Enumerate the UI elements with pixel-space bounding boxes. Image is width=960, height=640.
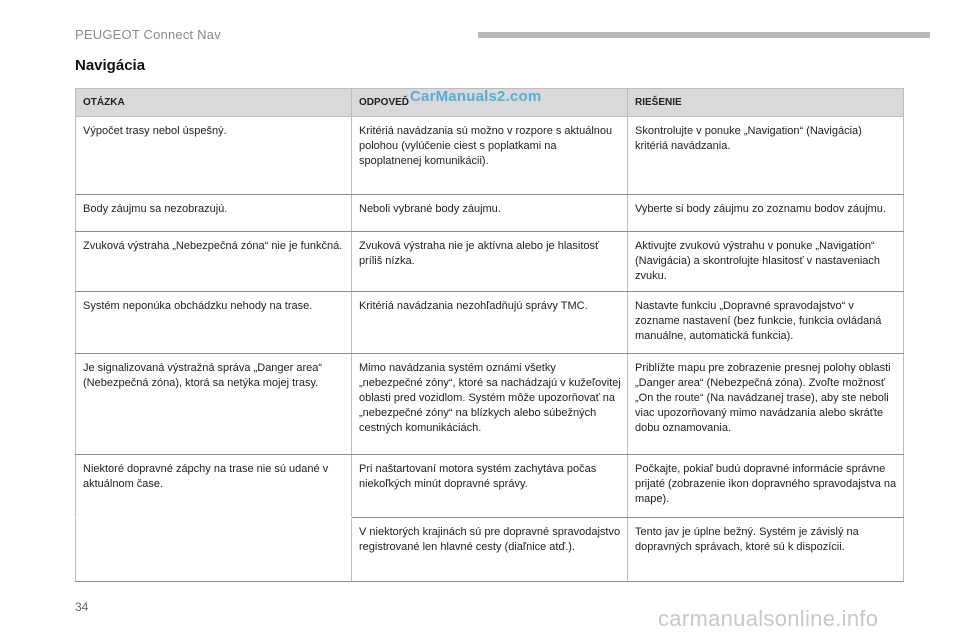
table-row: [76, 354, 904, 455]
question-cell: Systém neponúka obchádzku nehody na trase.: [76, 292, 352, 354]
table-row: [76, 292, 904, 354]
answer-cell: Kritériá navádzania sú možno v rozpore s aktuálnou polohou (vylúčenie ciest s poplatkami na spoplatnenej komunikácii).: [352, 117, 628, 195]
column-header-answer: ODPOVEĎ: [352, 89, 628, 117]
solution-cell: Aktivujte zvukovú výstrahu v ponuke „Navigation“ (Navigácia) a skontrolujte hlasitosť v nastaveniach zvuku.: [628, 232, 904, 292]
question-cell: Výpočet trasy nebol úspešný.: [76, 117, 352, 195]
table-row: [76, 195, 904, 232]
column-header-solution: RIEŠENIE: [628, 89, 904, 117]
solution-cell: Nastavte funkciu „Dopravné spravodajstvo“ v zozname nastavení (bez funkcie, funkcia ovládaná manuálne, automatická funkcia).: [628, 292, 904, 354]
answer-cell: Zvuková výstraha nie je aktívna alebo je hlasitosť príliš nízka.: [352, 232, 628, 292]
answer-cell: Neboli vybrané body záujmu.: [352, 195, 628, 232]
solution-cell: Počkajte, pokiaľ budú dopravné informácie správne prijaté (zobrazenie ikon dopravného spravodajstva na mape).: [628, 455, 904, 518]
table-row: [76, 232, 904, 292]
answer-cell: Pri naštartovaní motora systém zachytáva počas niekoľkých minút dopravné správy.: [352, 455, 628, 518]
header-divider-bar: [478, 32, 930, 38]
faq-table: [75, 88, 904, 582]
solution-cell: Tento jav je úplne bežný. Systém je závislý na dopravných správach, ktoré sú k dispozícii.: [628, 518, 904, 582]
question-cell: Je signalizovaná výstražná správa „Danger area“ (Nebezpečná zóna), ktorá sa netýka mojej trasy.: [76, 354, 352, 455]
column-header-question: OTÁZKA: [76, 89, 352, 117]
table-row: [76, 117, 904, 195]
question-cell: Zvuková výstraha „Nebezpečná zóna“ nie je funkčná.: [76, 232, 352, 292]
answer-cell: V niektorých krajinách sú pre dopravné spravodajstvo registrované len hlavné cesty (diaľnice atď.).: [352, 518, 628, 582]
watermark-carmanualsonline: carmanualsonline.info: [658, 606, 879, 631]
section-title: Navigácia: [75, 57, 146, 74]
table-row: [76, 455, 904, 518]
document-header-title: PEUGEOT Connect Nav: [75, 27, 221, 42]
watermark-carmanuals2: CarManuals2.com: [410, 88, 542, 105]
question-cell: Body záujmu sa nezobrazujú.: [76, 195, 352, 232]
answer-cell: Mimo navádzania systém oznámi všetky „nebezpečné zóny“, ktoré sa nachádzajú v kužeľovitej oblasti pred vozidlom. Systém môže upozorňovať na „nebezpečné zóny“ na blízkych alebo súbežných cestných komunikáciách.: [352, 354, 628, 455]
question-cell: Niektoré dopravné zápchy na trase nie sú udané v aktuálnom čase.: [76, 455, 352, 518]
solution-cell: Vyberte si body záujmu zo zoznamu bodov záujmu.: [628, 195, 904, 232]
question-cell: [76, 518, 352, 582]
answer-cell: Kritériá navádzania nezohľadňujú správy TMC.: [352, 292, 628, 354]
page-number: 34: [75, 600, 89, 614]
table-row: [76, 518, 904, 582]
solution-cell: Skontrolujte v ponuke „Navigation“ (Navigácia) kritériá navádzania.: [628, 117, 904, 195]
solution-cell: Priblížte mapu pre zobrazenie presnej polohy oblasti „Danger area“ (Nebezpečná zóna). Zvoľte možnosť „On the route“ (Na navádzanej trase), aby ste neboli viac upozorňovaný mimo navádzania alebo skráťte dobu oznamovania.: [628, 354, 904, 455]
